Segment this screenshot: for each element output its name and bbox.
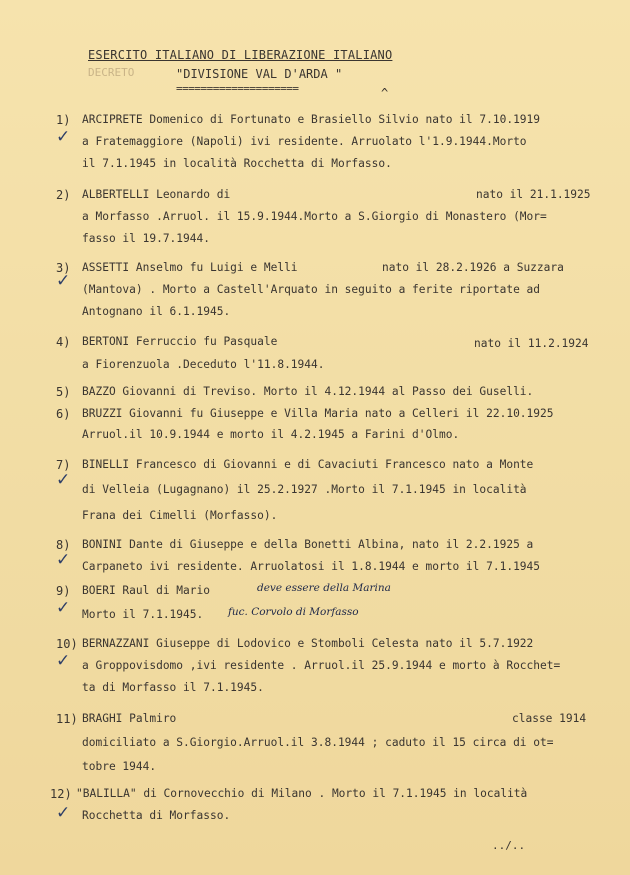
entry-line: BINELLI Francesco di Giovanni e di Cavaciuti Francesco nato a Monte <box>82 458 534 471</box>
entry-line: tobre 1944. <box>82 760 157 773</box>
entry-number: 12) <box>50 787 72 801</box>
handwritten-note: fuc. Corvolo di Morfasso <box>228 606 359 618</box>
entry-line: domiciliato a S.Giorgio.Arruol.il 3.8.1944 ; caduto il 15 circa di ot= <box>82 736 554 749</box>
entry-line: BAZZO Giovanni di Treviso. Morto il 4.12.1944 al Passo dei Guselli. <box>82 385 534 398</box>
entry-line: ALBERTELLI Leonardo di <box>82 188 231 201</box>
checkmark-icon: ✓ <box>56 803 71 823</box>
entry-number: 3) <box>56 261 71 275</box>
entry-line: Frana dei Cimelli (Morfasso). <box>82 509 278 522</box>
entry-birth-date: nato il 28.2.1926 a Suzzara <box>382 261 564 274</box>
entry-line: (Mantova) . Morto a Castell'Arquato in seguito a ferite riportate ad <box>82 283 541 296</box>
entry-line: a Fratemaggiore (Napoli) ivi residente. Arruolato l'1.9.1944.Morto <box>82 135 527 148</box>
entry-number: 6) <box>56 407 71 421</box>
entry-line: Carpaneto ivi residente. Arruolatosi il 1.8.1944 e morto il 7.1.1945 <box>82 560 541 573</box>
entry-line: Arruol.il 10.9.1944 e morto il 4.2.1945 a Farini d'Olmo. <box>82 428 460 441</box>
checkmark-icon: ✓ <box>56 550 71 570</box>
entry-line: BERTONI Ferruccio fu Pasquale <box>82 335 278 348</box>
entry-line: a Morfasso .Arruol. il 15.9.1944.Morto a S.Giorgio di Monastero (Mor= <box>82 210 547 223</box>
entry-class-year: classe 1914 <box>512 712 587 725</box>
handwritten-note: deve essere della Marina <box>257 582 391 594</box>
entry-line: fasso il 19.7.1944. <box>82 232 210 245</box>
entry-line: BOERI Raul di Mario <box>82 584 210 597</box>
document-heading: ESERCITO ITALIANO DI LIBERAZIONE ITALIANO <box>88 48 393 62</box>
entry-line: il 7.1.1945 in località Rocchetta di Morfasso. <box>82 157 392 170</box>
checkmark-icon: ✓ <box>56 470 71 490</box>
entry-number: 11) <box>56 712 78 726</box>
entry-line: ta di Morfasso il 7.1.1945. <box>82 681 264 694</box>
entry-line: "BALILLA" di Cornovecchio di Milano . Morto il 7.1.1945 in località <box>76 787 528 800</box>
entry-line: BONINI Dante di Giuseppe e della Bonetti Albina, nato il 2.2.1925 a <box>82 538 534 551</box>
double-underline-rule: ==================== <box>176 82 299 95</box>
faded-stamp-text: DECRETO <box>88 66 135 79</box>
caret-mark: ^ <box>381 86 389 100</box>
entry-line: di Velleia (Lugagnano) il 25.2.1927 .Morto il 7.1.1945 in località <box>82 483 527 496</box>
checkmark-icon: ✓ <box>56 271 71 291</box>
entry-line: Rocchetta di Morfasso. <box>82 809 231 822</box>
entry-birth-date: nato il 21.1.1925 <box>476 188 591 201</box>
entry-number: 1) <box>56 113 71 127</box>
entry-line: a Groppovisdomo ,ivi residente . Arruol.il 25.9.1944 e morto à Rocchet= <box>82 659 561 672</box>
entry-line: BRUZZI Giovanni fu Giuseppe e Villa Maria nato a Celleri il 22.10.1925 <box>82 407 554 420</box>
entry-line: ARCIPRETE Domenico di Fortunato e Brasiello Silvio nato il 7.10.1919 <box>82 113 541 126</box>
entry-line: Antognano il 6.1.1945. <box>82 305 231 318</box>
entry-number: 7) <box>56 458 71 472</box>
entry-number: 5) <box>56 385 71 399</box>
entry-number: 8) <box>56 538 71 552</box>
checkmark-icon: ✓ <box>56 127 71 147</box>
entry-line: Morto il 7.1.1945. <box>82 608 204 621</box>
entry-line: BERNAZZANI Giuseppe di Lodovico e Stomboli Celesta nato il 5.7.1922 <box>82 637 534 650</box>
entry-line: ASSETTI Anselmo fu Luigi e Melli <box>82 261 298 274</box>
entry-number: 9) <box>56 584 71 598</box>
continuation-mark: ../.. <box>492 839 526 852</box>
entry-line: BRAGHI Palmiro <box>82 712 177 725</box>
entry-number: 2) <box>56 188 71 202</box>
checkmark-icon: ✓ <box>56 598 71 618</box>
checkmark-icon: ✓ <box>56 651 71 671</box>
entry-birth-date: nato il 11.2.1924 <box>474 337 589 350</box>
division-name: "DIVISIONE VAL D'ARDA " <box>176 67 343 81</box>
entry-number: 10) <box>56 637 78 651</box>
entry-line: a Fiorenzuola .Deceduto l'11.8.1944. <box>82 358 325 371</box>
entry-number: 4) <box>56 335 71 349</box>
